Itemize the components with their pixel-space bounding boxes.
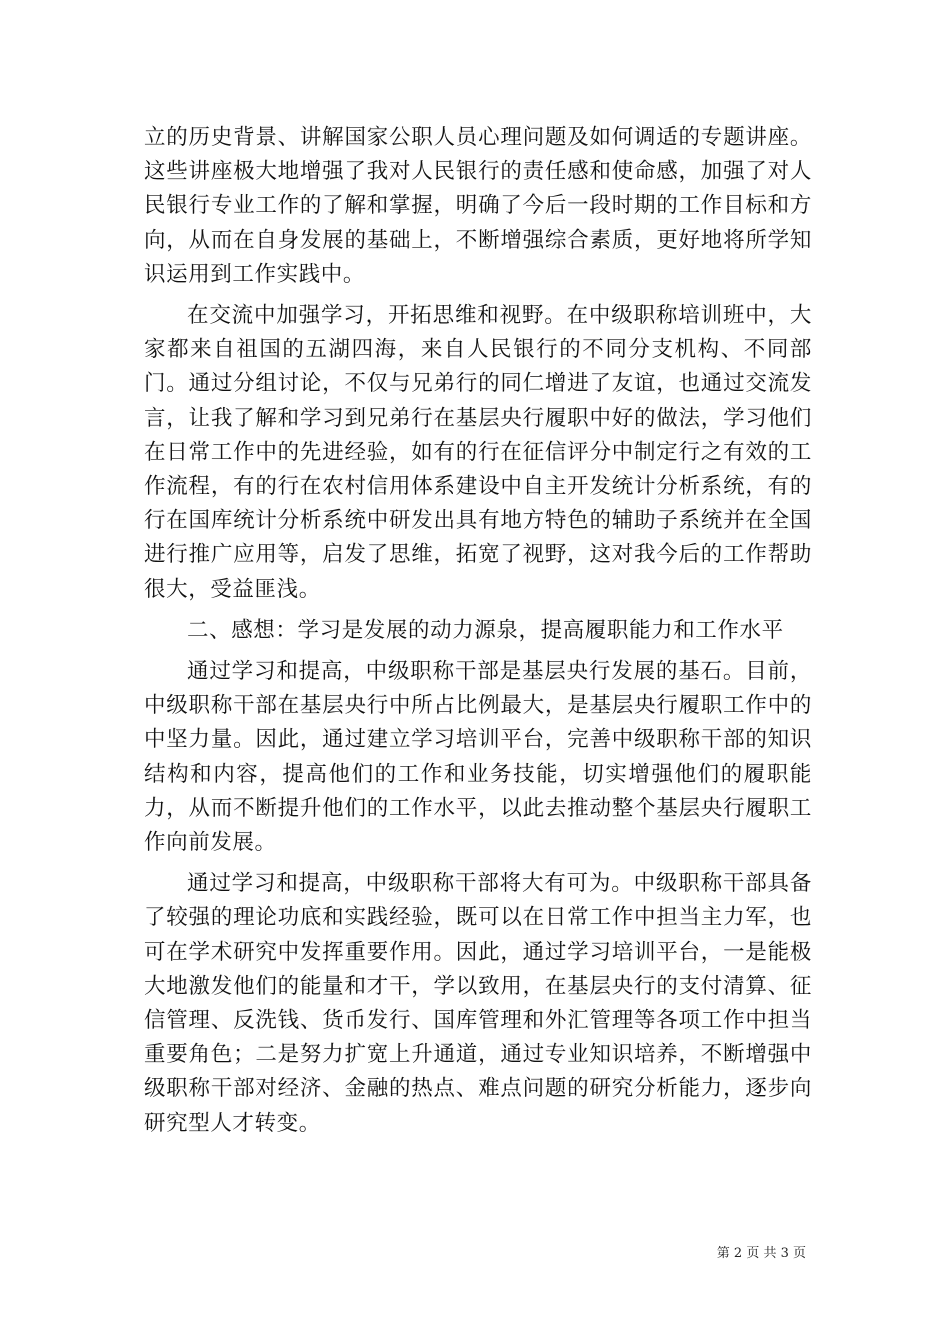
body-text [144,121,812,1148]
paragraph-1: 立的历史背景、讲解国家公职人员心理问题及如何调适的专题讲座。这些讲座极大地增强了我对人民银行的责任感和使命感，加强了对人民银行专业工作的了解和掌握，明确了今后一段时期的工作目标和方向，从而在自身发展的基础上，不断增强综合素质，更好地将所学知识运用到工作实践中。 [144,125,812,287]
paragraph-3: 通过学习和提高，中级职称干部是基层央行发展的基石。目前，中级职称干部在基层央行中所占比例最大，是基层央行履职工作中的中坚力量。因此，通过建立学习培训平台，完善中级职称干部的知识结构和内容，提高他们的工作和业务技能，切实增强他们的履职能力，从而不断提升他们的工作水平，以此去推动整个基层央行履职工作向前发展。 [144,659,812,856]
section-heading: 二、感想：学习是发展的动力源泉，提高履职能力和工作水平 [187,617,784,643]
page-number-footer: 第 2 页 共 3 页 [716,1246,806,1261]
paragraph-2: 在交流中加强学习，开拓思维和视野。在中级职称培训班中，大家都来自祖国的五湖四海，来自人民银行的不同分支机构、不同部门。通过分组讨论，不仅与兄弟行的同仁增进了友谊，也通过交流发言，让我了解和学习到兄弟行在基层央行履职中好的做法，学习他们在日常工作中的先进经验，如有的行在征信评分中制定行之有效的工作流程，有的行在农村信用体系建设中自主开发统计分析系统，有的行在国库统计分析系统中研发出具有地方特色的辅助子系统并在全国进行推广应用等，启发了思维，拓宽了视野，这对我今后的工作帮助很大，受益匪浅。 [144,303,812,602]
paragraph-4: 通过学习和提高，中级职称干部将大有可为。中级职称干部具备了较强的理论功底和实践经验，既可以在日常工作中担当主力军，也可在学术研究中发挥重要作用。因此，通过学习培训平台，一是能极大地激发他们的能量和才干，学以致用，在基层央行的支付清算、征信管理、反洗钱、货币发行、国库管理和外汇管理等各项工作中担当重要角色；二是努力扩宽上升通道，通过专业知识培养，不断增强中级职称干部对经济、金融的热点、难点问题的研究分析能力，逐步向研究型人才转变。 [144,871,812,1136]
